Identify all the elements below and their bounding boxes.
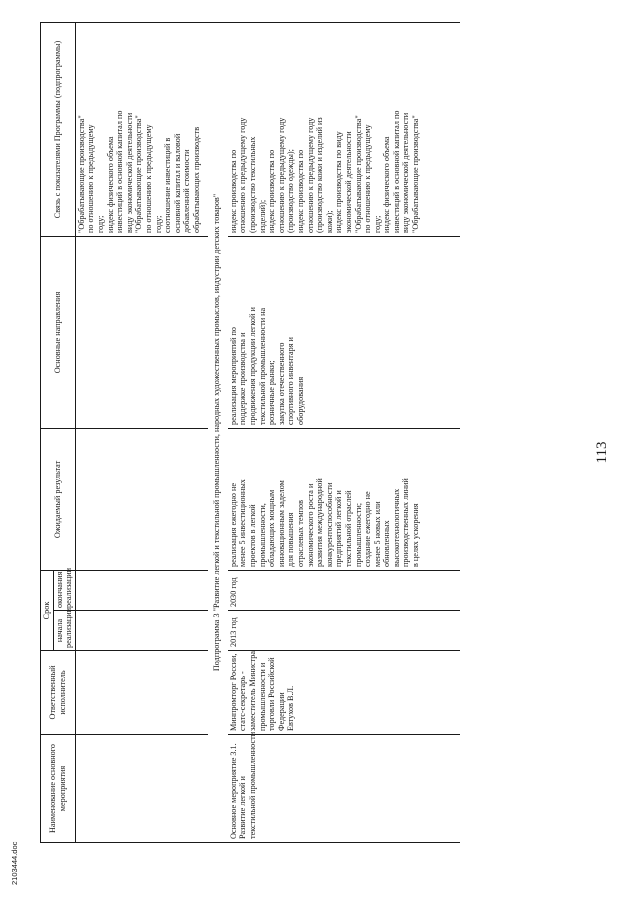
header-term: Срок — [41, 570, 54, 650]
row1-link-cell: "Обрабатывающие производства" по отношению к предыдущему году; индекс физического объема инвестиций в основной капитал по виду экономической деятельности "Обрабатывающие производства" по отношению к предыдущему году; соотношение инвестиций в основной капитал и валовой добавленной стоимости обрабатывающих производств — [75, 22, 208, 236]
row2-directions-cell: реализация мероприятий по поддержке производства и продвижения продукции легкой и текстильной промышленности на розничные рынки; закупка отечественного спортивного инвентаря и оборудования — [228, 236, 460, 428]
table-row-continuation — [75, 22, 208, 842]
row2-executor-cell: Минпромторг России, статс-секретарь - заместитель Министра промышленности и торговли Российской Федерации Евтухов В.Л. — [228, 651, 460, 735]
header-start: начала реализации — [53, 611, 75, 651]
header-executor: Ответственный исполнитель — [41, 651, 76, 735]
subprogram-title: Подпрограмма 3 "Развитие легкой и текстильной промышленности, народных художественных промыслов, индустрии детских товаров" — [208, 22, 228, 842]
row2-result-cell: реализация ежегодно не менее 5 инвестиционных проектов в легкой промышленности, обладающих мощным инновационным заделом для повышения отраслевых темпов экономического роста и развития международной конкурентоспособности предприятий легкой и текстильной отраслей промышленности; создание ежегодно не менее 5 новых или обновленных высокотехнологичных производственных линий в целях ускорения — [228, 428, 460, 570]
measures-table — [40, 22, 460, 843]
header-name: Наименование основного мероприятия — [41, 735, 76, 843]
header-link: Связь с показателями Программы (подпрограммы) — [41, 22, 76, 236]
table-row-measure-3-1 — [228, 22, 460, 842]
header-directions: Основные направления — [41, 236, 76, 428]
row2-start-cell: 2013 год — [228, 611, 460, 651]
row2-link-cell: индекс производства по отношению к предыдущему году (производство текстильных изделий); индекс производства по отношению к предыдущему году (производство одежды); индекс производства по отношению к предыдущему году (производство кожи и изделий из кожи); индекс производства по виду экономической деятельности "Обрабатывающие производства" по отношению к предыдущему году; индекс физического объема инвестиций в основной капитал по виду экономической деятельности "Обрабатывающие производства" — [228, 22, 460, 236]
page-number: 113 — [594, 441, 610, 464]
subprogram-row — [208, 22, 228, 842]
header-end: окончания реализации — [53, 570, 75, 610]
row2-name-cell: Основное мероприятие 3.1. Развитие легкой и текстильной промышленности — [228, 735, 460, 843]
row2-end-cell: 2030 год — [228, 570, 460, 610]
document-id: 2103444.doc — [10, 841, 19, 885]
header-result: Ожидаемый результат — [41, 428, 76, 570]
